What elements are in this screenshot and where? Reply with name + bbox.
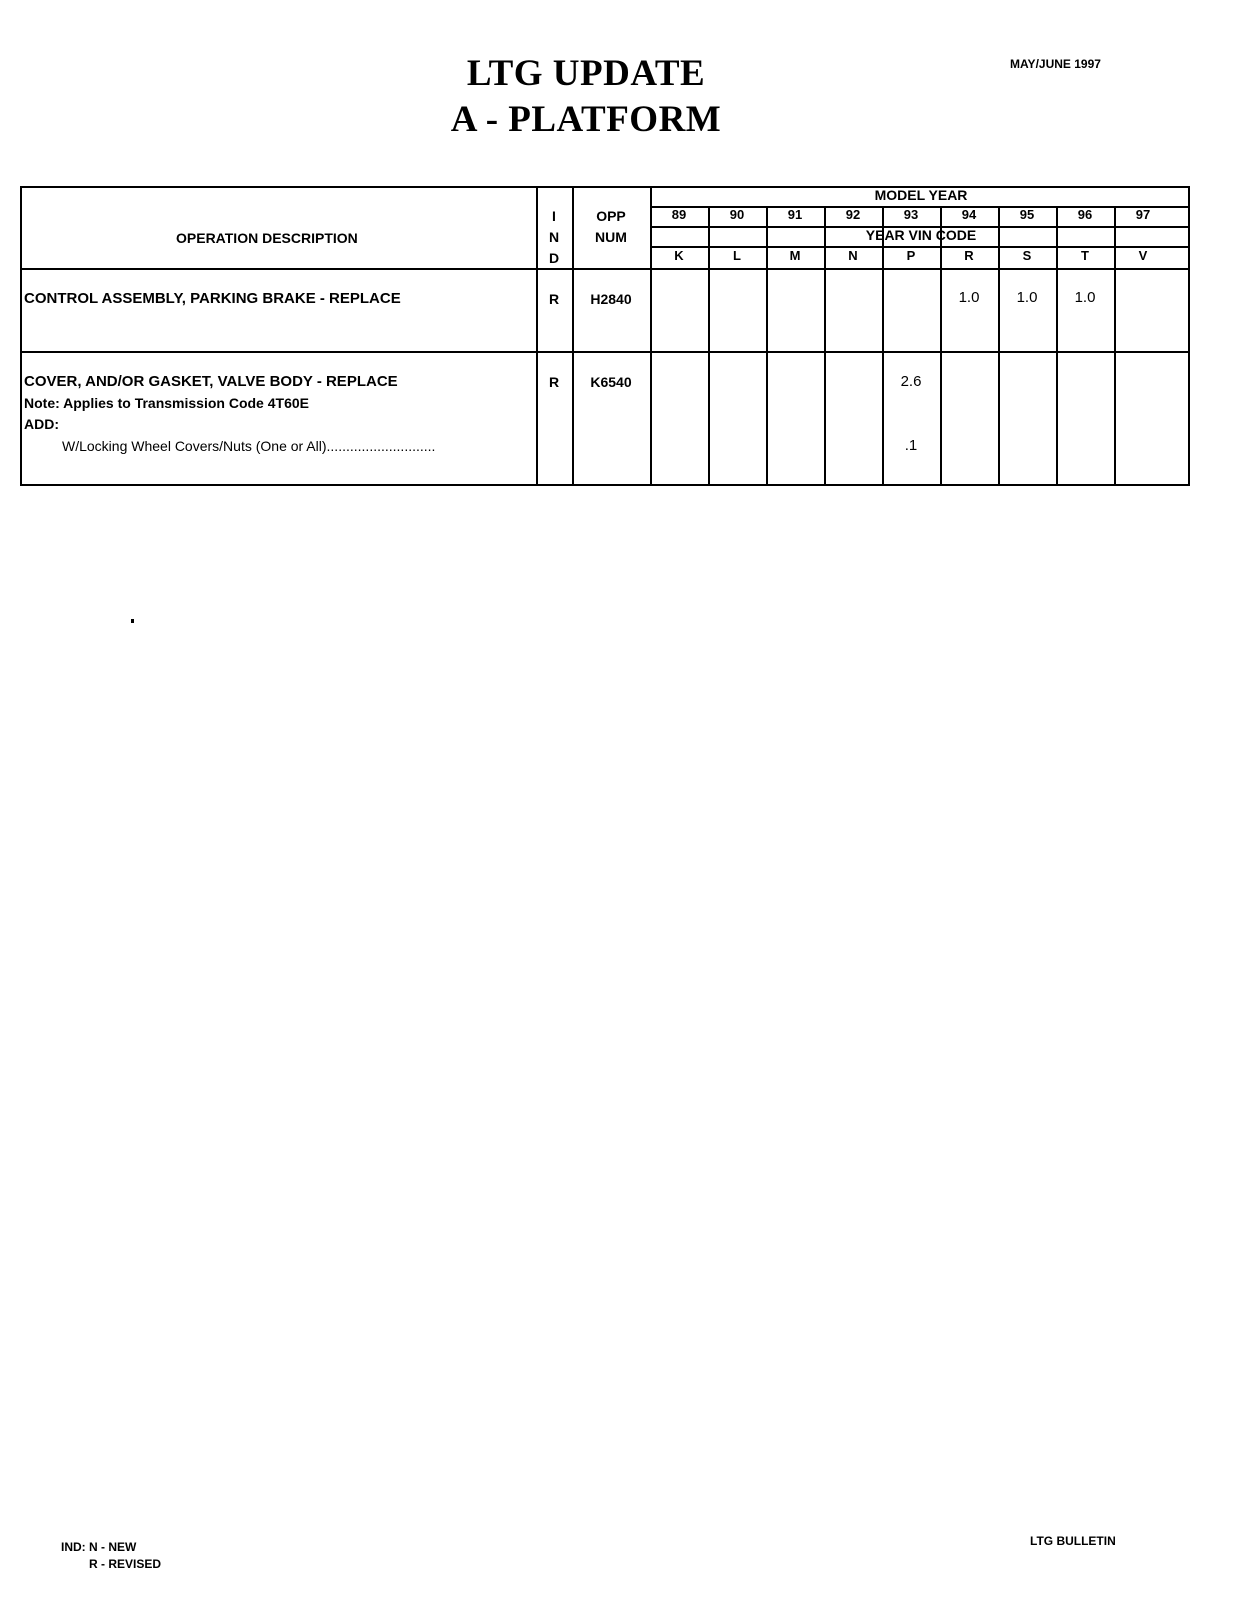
vin-code-l: L [733, 248, 741, 263]
header-operation-description: OPERATION DESCRIPTION [176, 230, 358, 246]
row2-ind: R [548, 374, 560, 390]
row1-ind: R [548, 291, 560, 307]
footer-ind-new: IND: N - NEW [61, 1540, 137, 1554]
vin-code-s: S [1022, 248, 1032, 263]
row1-value-96: 1.0 [1074, 289, 1096, 306]
row2-note: Note: Applies to Transmission Code 4T60E [24, 395, 309, 411]
year-91: 91 [787, 207, 803, 222]
header-ind-n: N [548, 229, 560, 245]
row2-opp: K6540 [590, 374, 632, 390]
header-ind-d: D [548, 250, 560, 266]
row2-value-93: 2.6 [900, 373, 922, 390]
vin-code-n: N [848, 248, 858, 263]
header-opp: OPP [596, 208, 626, 224]
page-title-line1: LTG UPDATE [466, 53, 706, 94]
labor-time-table [20, 186, 1190, 486]
row1-description: CONTROL ASSEMBLY, PARKING BRAKE - REPLACE [24, 290, 401, 307]
row2-description: COVER, AND/OR GASKET, VALVE BODY - REPLACE [24, 373, 398, 390]
year-97: 97 [1135, 207, 1151, 222]
page-title-line2: A - PLATFORM [450, 99, 722, 140]
divider-header [22, 268, 1188, 270]
vin-code-t: T [1081, 248, 1089, 263]
divider-row1 [22, 351, 1188, 353]
vin-code-k: K [674, 248, 684, 263]
footer-bulletin: LTG BULLETIN [1030, 1534, 1116, 1548]
year-89: 89 [671, 207, 687, 222]
row2-add-item: W/Locking Wheel Covers/Nuts (One or All)............................ [62, 438, 436, 454]
vin-code-m: M [789, 248, 801, 263]
year-95: 95 [1019, 207, 1035, 222]
issue-date: MAY/JUNE 1997 [1010, 57, 1101, 71]
row1-opp: H2840 [590, 291, 632, 307]
row2-add-value-93: .1 [904, 437, 918, 454]
row1-value-94: 1.0 [958, 289, 980, 306]
vin-code-v: V [1138, 248, 1148, 263]
year-92: 92 [845, 207, 861, 222]
row2-add-label: ADD: [24, 416, 59, 432]
header-year-vin-code: YEAR VIN CODE [865, 227, 977, 243]
footer-ind-revised: R - REVISED [89, 1557, 162, 1571]
header-num: NUM [595, 229, 627, 245]
stray-mark [131, 619, 134, 623]
year-93: 93 [903, 207, 919, 222]
row1-value-95: 1.0 [1016, 289, 1038, 306]
year-96: 96 [1077, 207, 1093, 222]
year-94: 94 [961, 207, 977, 222]
vin-code-p: P [906, 248, 916, 263]
header-ind-i: I [552, 208, 556, 224]
header-model-year: MODEL YEAR [874, 187, 968, 203]
vin-code-r: R [964, 248, 974, 263]
year-90: 90 [729, 207, 745, 222]
